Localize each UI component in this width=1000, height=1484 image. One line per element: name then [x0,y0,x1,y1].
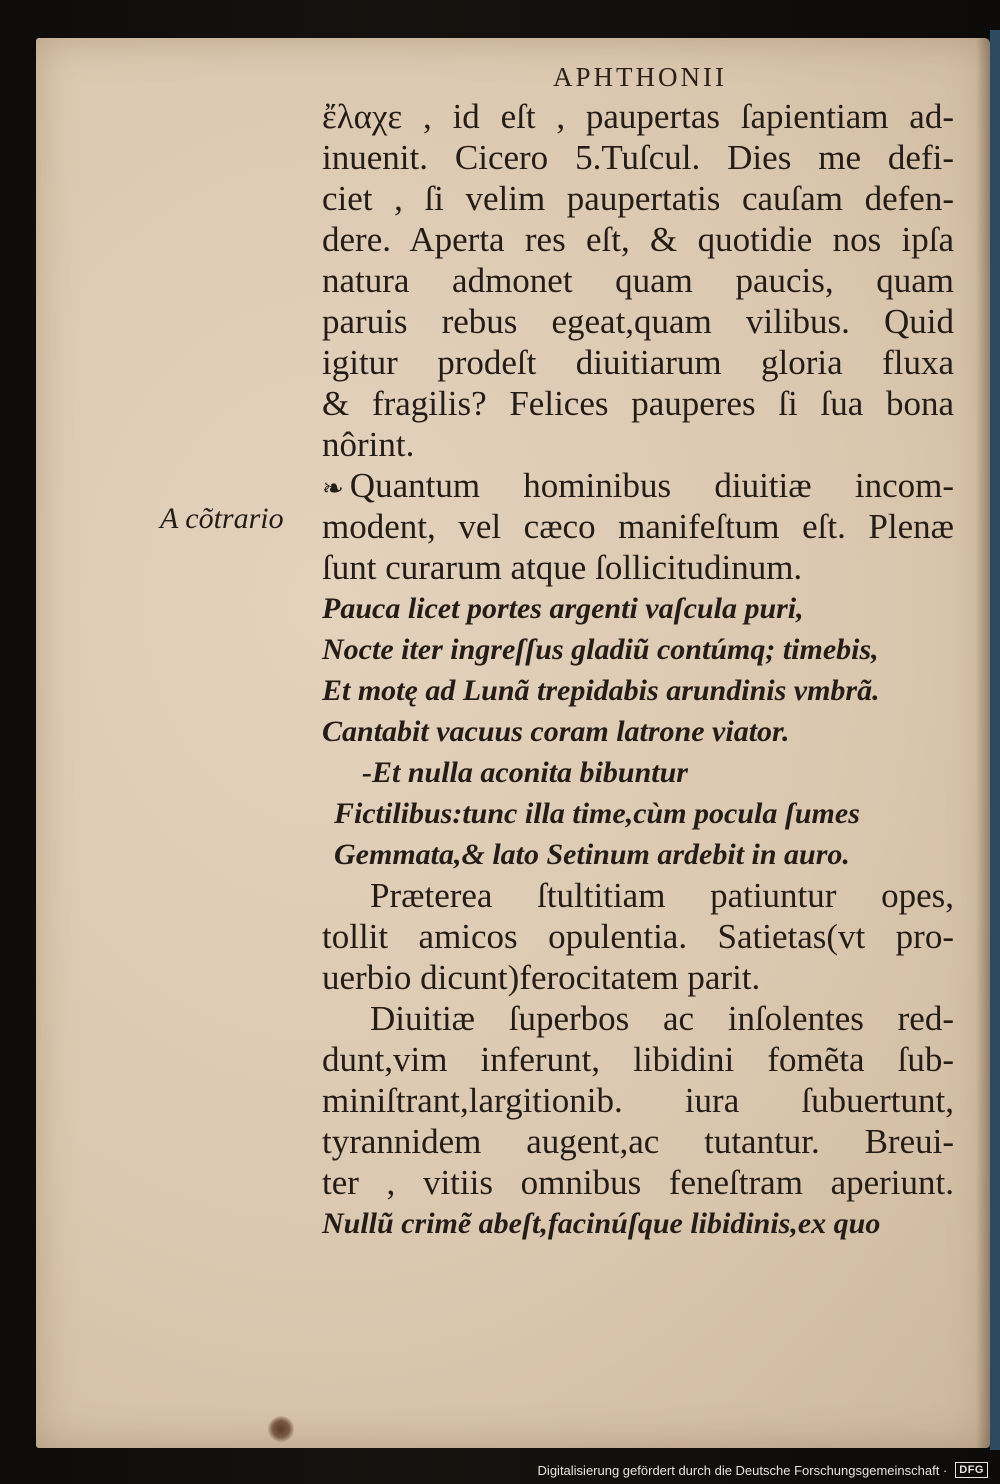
verse-line: Et motę ad Lunã trepidabis arundinis vmbrã. [322,674,880,707]
text-line: nôrint. [322,425,415,464]
text-line: dere. Aperta res eſt, & quotidie nos ipſa [322,220,954,259]
text-line: miniſtrant,largitionib. iura ſubuertunt, [322,1081,954,1120]
verse-line: Pauca licet portes argenti vaſcula puri, [322,592,804,625]
text-line: uerbio dicunt)ferocitatem parit. [322,958,761,997]
verse-line: Nocte iter ingreſſus gladiũ contúmq; timebis, [322,633,879,666]
text-line-content: Quantum hominibus diuitiæ incom- [349,466,954,505]
verse-line: Gemmata,& lato Setinum ardebit in auro. [334,838,850,871]
text-line: Nullũ crimẽ abeſt,facinúſque libidinis,ex quo [322,1207,881,1240]
text-line: modent, vel cæco manifeſtum eſt. Plenæ [322,507,954,546]
margin-note: A cõtrario [160,502,284,535]
verse-line: -Et nulla aconita bibuntur [362,756,688,789]
text-line: inuenit. Cicero 5.Tuſcul. Dies me defi- [322,138,954,177]
text-line: ſunt curarum atque ſollicitudinum. [322,548,803,587]
text-line: ter , vitiis omnibus feneſtram aperiunt. [322,1163,954,1202]
text-line: ciet , ſi velim paupertatis cauſam defen- [322,179,954,218]
dfg-logo: DFG [955,1462,988,1478]
text-line: Præterea ſtultitiam patiuntur opes, [370,876,954,915]
foxing-stain [268,1416,294,1442]
text-line: natura admonet quam paucis, quam [322,261,954,300]
text-line: ἔλαχε , id eſt , paupertas ſapientiam ad- [322,97,954,136]
text-line: igitur prodeſt diuitiarum gloria fluxa [322,343,954,382]
text-line: tollit amicos opulentia. Satietas(vt pro- [322,917,954,956]
text-line: & fragilis? Felices pauperes ſi ſua bona [322,384,954,423]
text-line: tyrannidem augent,ac tutantur. Breui- [322,1122,954,1161]
running-head: APHTHONII [553,62,727,92]
paragraph-start-line [322,465,954,506]
verse-line: Fictilibus:tunc illa time,cùm pocula ſumes [334,797,860,830]
verse-line: Cantabit vacuus coram latrone viator. [322,715,790,748]
paragraph-mark: ❧ [322,474,344,503]
text-line: dunt,vim inferunt, libidini fomẽta ſub- [322,1040,954,1079]
text-line: paruis rebus egeat,quam vilibus. Quid [322,302,954,341]
book-cover-edge [990,30,1000,1450]
footer-text: Digitalisierung gefördert durch die Deutsche Forschungsgemeinschaft · [537,1462,948,1478]
text-line: Diuitiæ ſuperbos ac inſolentes red- [370,999,954,1038]
digitization-footer [0,1456,1000,1484]
body-text [322,96,954,1244]
